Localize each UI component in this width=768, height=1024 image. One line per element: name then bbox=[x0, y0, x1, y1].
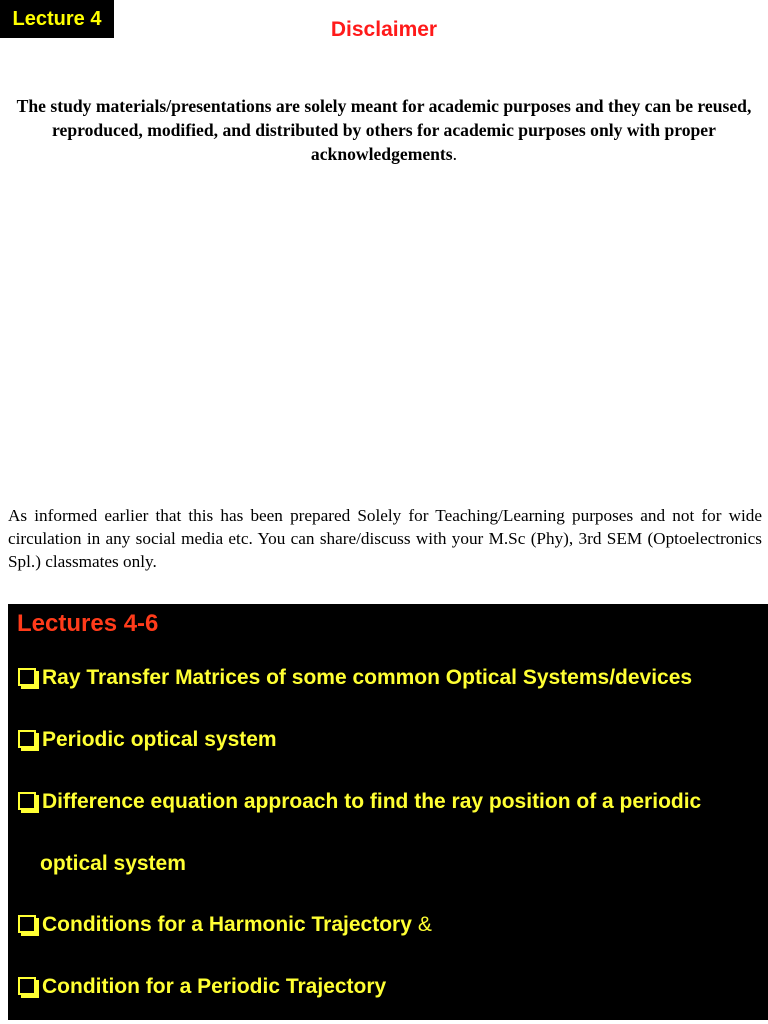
panel-title: Lectures 4-6 bbox=[17, 610, 159, 637]
topic-label: Conditions for a Harmonic Trajectory bbox=[42, 913, 412, 936]
topic-label: Periodic optical system bbox=[42, 728, 277, 751]
topic-item-periodic bbox=[16, 728, 277, 752]
checkbox-bullet-icon bbox=[18, 668, 36, 686]
topic-item-difference-equation bbox=[16, 790, 701, 814]
disclaimer-body: The study materials/presentations are solely meant for academic purposes and they can be reused, reproduced, modified, and distributed by others for academic purposes only with proper acknowledgements bbox=[16, 96, 752, 164]
topic-label: Ray Transfer Matrices of some common Optical Systems/devices bbox=[42, 666, 693, 689]
lecture-topics-panel bbox=[8, 604, 768, 1020]
notice-text: As informed earlier that this has been prepared Solely for Teaching/Learning purposes and not for wide circulation in any social media etc. You can share/discuss with your M.Sc (Phy), 3rd SEM (Optoelectronics Spl.) classmates only. bbox=[8, 506, 762, 571]
topic-label: Condition for a Periodic Trajectory bbox=[42, 975, 387, 998]
checkbox-bullet-icon bbox=[18, 730, 36, 748]
checkbox-bullet-icon bbox=[18, 915, 36, 933]
checkbox-bullet-icon bbox=[18, 792, 36, 810]
disclaimer-title: Disclaimer bbox=[330, 18, 438, 41]
ampersand: & bbox=[417, 913, 432, 936]
topic-label: Difference equation approach to find the ray position of a periodic bbox=[42, 790, 702, 813]
topic-item-harmonic bbox=[16, 913, 432, 937]
disclaimer-tail: . bbox=[452, 144, 458, 164]
topic-item-periodic-trajectory bbox=[16, 975, 386, 999]
disclaimer-text bbox=[10, 94, 758, 166]
topic-item-ray-transfer bbox=[16, 666, 692, 690]
topic-item-continuation: optical system bbox=[40, 852, 186, 875]
checkbox-bullet-icon bbox=[18, 977, 36, 995]
lecture-tag: Lecture 4 bbox=[0, 0, 114, 38]
